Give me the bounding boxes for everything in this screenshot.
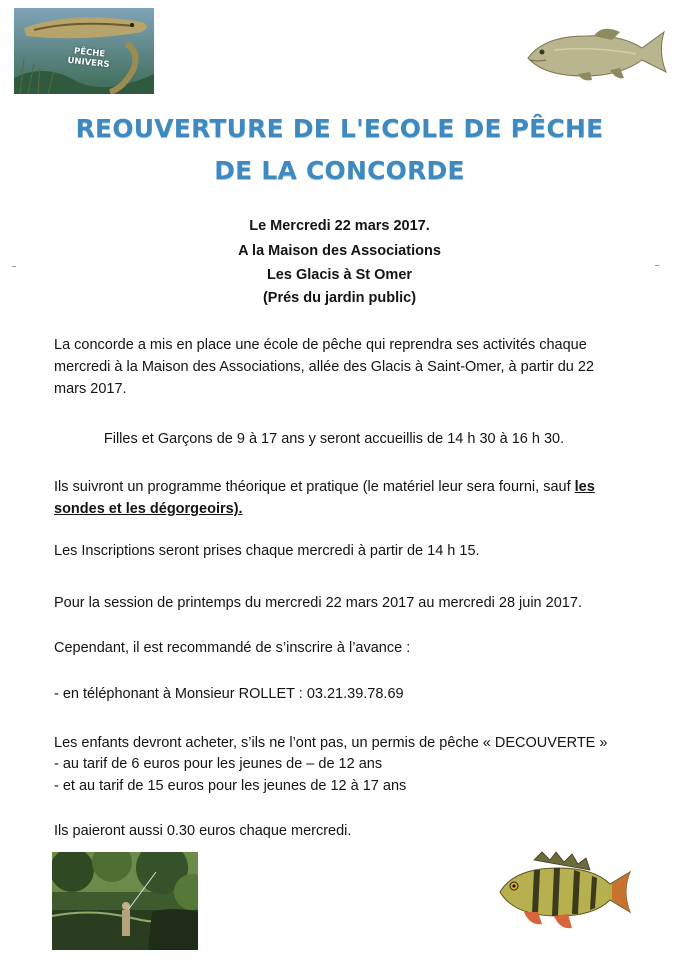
phone-paragraph: - en téléphonant à Monsieur ROLLET : 03.21.39.78.69 <box>54 686 404 702</box>
perch-fish-image <box>494 850 634 932</box>
page-title-line2: DE LA CONCORDE <box>214 156 465 185</box>
advance-paragraph: Cependant, il est recommandé de s’inscrire à l’avance : <box>54 640 411 656</box>
event-address: Les Glacis à St Omer <box>266 267 413 283</box>
page-title-line1: REOUVERTURE DE L'ECOLE DE PÊCHE <box>75 114 604 143</box>
scan-speck <box>12 266 16 267</box>
program-underlined-text: les sondes et les dégorgeoirs). <box>54 479 595 517</box>
intro-paragraph: La concorde a mis en place une école de pêche qui reprendra ses activités chaque mercredi à la Maison des Associations, allée des Glacis à Saint-Omer, à partir du 22 mars 2017. <box>54 337 594 397</box>
permit-line3: - et au tarif de 15 euros pour les jeunes de 12 à 17 ans <box>54 778 407 794</box>
program-text: Ils suivront un programme théorique et pratique (le matériel leur sera fourni, sauf <box>54 479 575 495</box>
forest-angler-image <box>52 852 198 950</box>
permit-line1: Les enfants devront acheter, s’ils ne l’ont pas, un permis de pêche « DECOUVERTE » <box>54 735 608 751</box>
fee-paragraph: Ils paieront aussi 0.30 euros chaque mercredi. <box>54 823 352 839</box>
event-place: A la Maison des Associations <box>238 243 441 259</box>
program-paragraph <box>54 476 624 520</box>
event-date: Le Mercredi 22 mars 2017. <box>249 218 430 234</box>
permit-line2: - au tarif de 6 euros pour les jeunes de – de 12 ans <box>54 756 383 772</box>
session-paragraph: Pour la session de printemps du mercredi 22 mars 2017 au mercredi 28 juin 2017. <box>54 595 582 611</box>
registration-paragraph: Les Inscriptions seront prises chaque mercredi à partir de 14 h 15. <box>54 543 480 559</box>
logo-text: PÊCHE UNIVERS <box>66 46 110 71</box>
event-near: (Prés du jardin public) <box>262 290 417 306</box>
audience-paragraph: Filles et Garçons de 9 à 17 ans y seront accueillis de 14 h 30 à 16 h 30. <box>103 431 565 447</box>
scan-speck <box>655 265 659 266</box>
tench-fish-image <box>524 22 670 84</box>
peche-univers-logo <box>14 8 154 94</box>
